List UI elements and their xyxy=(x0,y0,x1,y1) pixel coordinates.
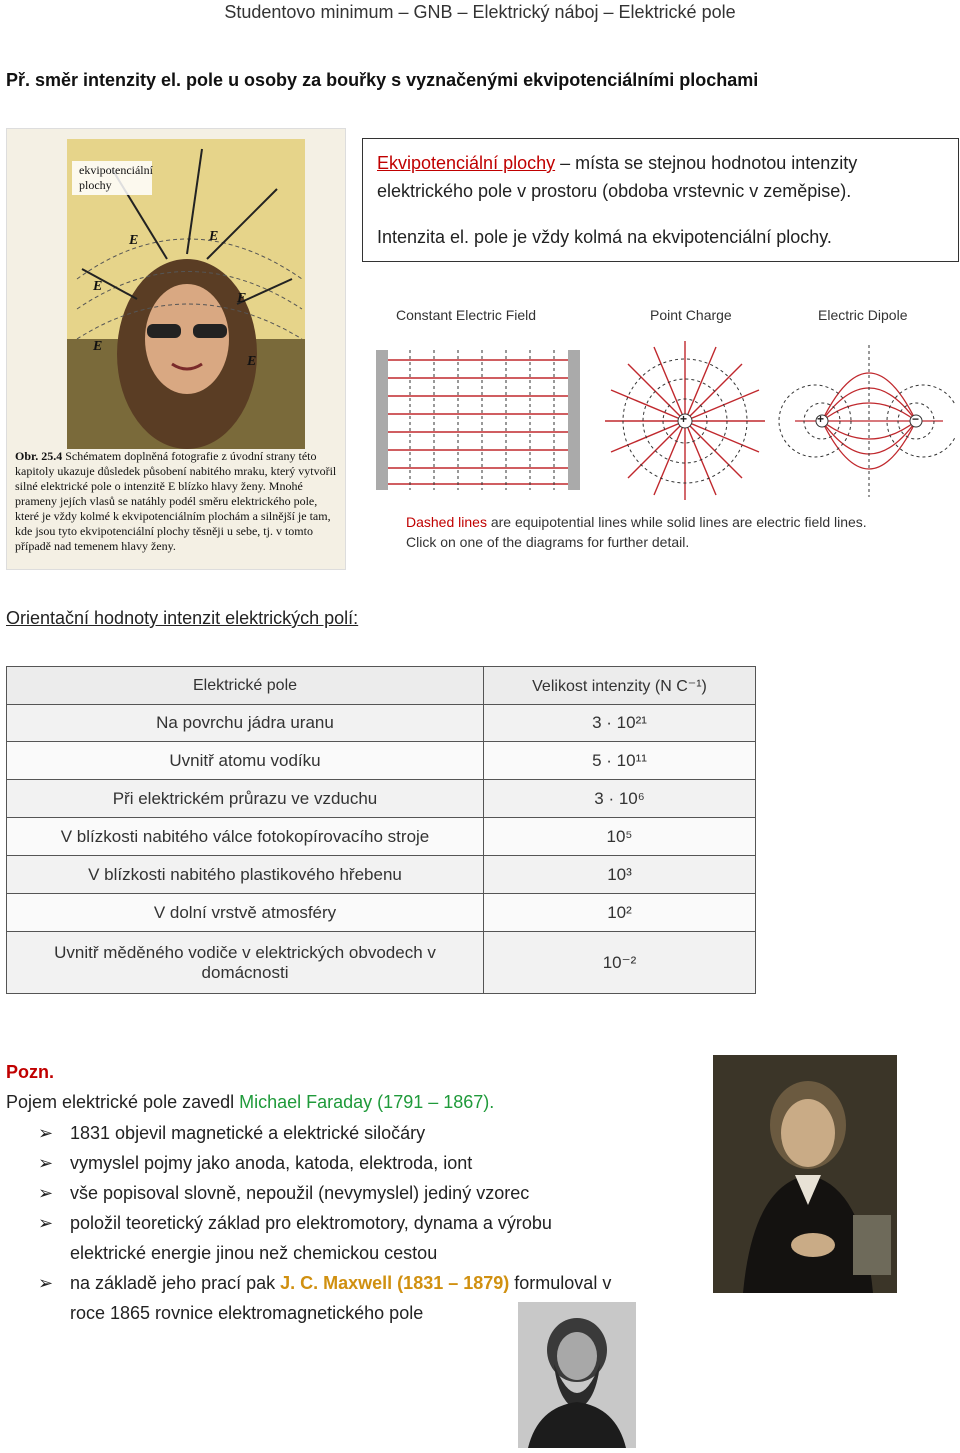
equipotential-label: ekvipotenciální plochy xyxy=(79,163,153,192)
e-label-1: E xyxy=(129,233,139,248)
list-item-text-a: na základě jeho prací pak xyxy=(70,1273,281,1293)
table-cell-field: Uvnitř atomu vodíku xyxy=(7,742,484,780)
point-charge-sign: + xyxy=(680,412,688,426)
definition-term: Ekvipotenciální plochy xyxy=(377,153,556,173)
list-item xyxy=(0,1148,660,1178)
table-row xyxy=(7,742,756,780)
table-header-field: Elektrické pole xyxy=(7,667,484,705)
dipole-plus-sign: + xyxy=(817,412,825,426)
table-row xyxy=(7,818,756,856)
note-line1-text: Pojem elektrické pole zavedl xyxy=(6,1092,240,1112)
electric-dipole-diagram xyxy=(779,345,955,497)
bullet-arrow-icon: ➢ xyxy=(38,1273,54,1293)
list-item-text: vymyslel pojmy jako anoda, katoda, elektroda, iont xyxy=(70,1153,473,1173)
woman-photo-illustration xyxy=(7,139,345,457)
diagram-note-click: Click on one of the diagrams for further detail. xyxy=(406,534,690,550)
diagram-note-rest: are equipotential lines while solid lines are electric field lines. xyxy=(486,514,867,530)
e-label-6: E xyxy=(247,354,257,369)
bullet-arrow-icon: ➢ xyxy=(38,1213,54,1233)
note-label: Pozn. xyxy=(6,1062,54,1082)
storm-photo-figure xyxy=(6,128,346,570)
table-header-row xyxy=(7,667,756,705)
table-cell-field: V blízkosti nabitého plastikového hřebenu xyxy=(7,856,484,894)
table-cell-value: 10² xyxy=(484,894,756,932)
list-item-text-c: formuloval v roce 1865 rovnice elektromagnetického pole xyxy=(70,1273,612,1323)
list-item xyxy=(0,1118,660,1148)
figure-caption xyxy=(15,449,341,554)
e-label-3: E xyxy=(93,279,103,294)
definition-rest: – místa se stejnou hodnotou intenzity elektrického pole v prostoru (obdoba vrstevnic v zeměpise). xyxy=(377,153,858,201)
table-cell-value: 3 · 10⁶ xyxy=(484,780,756,818)
figure-caption-text: Schématem doplněná fotografie z úvodní strany této kapitoly ukazuje důsledek působení nabitého mraku, který vytvořil silné elektrické pole o intenzitě E blízko hlavy ženy. Mnohé prameny jejích vlasů se natáhly podél směru elektrického pole, které je vždy kolmé k ekvipotenciálním plochám a silnější je tam, kde jsou tyto ekvipotenciální plochy těsněji u sebe, tj. v tomto případě nad temenem hlavy ženy. xyxy=(15,449,337,553)
table-row xyxy=(7,705,756,742)
bullet-arrow-icon: ➢ xyxy=(38,1153,54,1173)
field-diagrams xyxy=(370,300,955,562)
list-item xyxy=(0,1178,660,1208)
table-row xyxy=(7,856,756,894)
section-heading-table: Orientační hodnoty intenzit elektrických polí: xyxy=(6,608,359,628)
table-row xyxy=(7,932,756,994)
table-cell-field: Při elektrickém průrazu ve vzduchu xyxy=(7,780,484,818)
table-cell-value: 10³ xyxy=(484,856,756,894)
faraday-portrait xyxy=(713,1055,897,1293)
table-cell-value: 10⁵ xyxy=(484,818,756,856)
table-cell-field: Uvnitř měděného vodiče v elektrických obvodech v domácnosti xyxy=(7,932,484,994)
bullet-arrow-icon: ➢ xyxy=(38,1123,54,1143)
table-row xyxy=(7,780,756,818)
intensity-table-wrap xyxy=(6,666,756,994)
list-item-text: vše popisoval slovně, nepoužil (nevymyslel) jediný vzorec xyxy=(70,1183,530,1203)
page-header: Studentovo minimum – GNB – Elektrický náboj – Elektrické pole xyxy=(224,2,736,22)
list-item-text: 1831 objevil magnetické a elektrické siločáry xyxy=(70,1123,426,1143)
intensity-table xyxy=(6,666,756,994)
dashed-lines-label: Dashed lines xyxy=(406,514,487,530)
maxwell-name: J. C. Maxwell (1831 – 1879) xyxy=(280,1273,510,1293)
table-cell-field: V dolní vrstvě atmosféry xyxy=(7,894,484,932)
table-cell-field: V blízkosti nabitého válce fotokopírovacího stroje xyxy=(7,818,484,856)
figure-caption-number: Obr. 25.4 xyxy=(15,449,63,463)
definition-line2: Intenzita el. pole je vždy kolmá na ekvipotenciální plochy. xyxy=(377,227,832,247)
title-point-charge: Point Charge xyxy=(650,307,732,323)
title-electric-dipole: Electric Dipole xyxy=(818,307,908,323)
table-header-intensity: Velikost intenzity (N C⁻¹) xyxy=(484,667,756,705)
table-cell-value: 5 · 10¹¹ xyxy=(484,742,756,780)
diagram-note xyxy=(406,514,867,530)
list-item xyxy=(0,1208,630,1268)
bullet-arrow-icon: ➢ xyxy=(38,1183,54,1203)
list-item-text: položil teoretický základ pro elektromotory, dynama a výrobu elektrické energie jinou než chemickou cestou xyxy=(70,1213,552,1263)
maxwell-portrait-svg xyxy=(518,1302,636,1448)
field-diagrams-svg xyxy=(370,300,955,500)
constant-field-diagram xyxy=(376,350,580,490)
e-label-4: E xyxy=(237,291,247,306)
dipole-minus-sign: − xyxy=(912,412,920,426)
faraday-list xyxy=(0,1118,660,1328)
faraday-name: Michael Faraday (1791 – 1867). xyxy=(239,1092,495,1112)
title-constant-field: Constant Electric Field xyxy=(396,307,537,323)
section-heading-example: Př. směr intenzity el. pole u osoby za bouřky s vyznačenými ekvipotenciálními plochami xyxy=(6,70,759,90)
faraday-portrait-svg xyxy=(713,1055,897,1293)
note-line1 xyxy=(6,1092,494,1113)
table-cell-field: Na povrchu jádra uranu xyxy=(7,705,484,742)
table-cell-value: 10⁻² xyxy=(484,932,756,994)
maxwell-portrait xyxy=(518,1302,636,1448)
e-label-5: E xyxy=(93,339,103,354)
definition-box xyxy=(362,138,959,262)
e-label-2: E xyxy=(209,229,219,244)
table-cell-value: 3 · 10²¹ xyxy=(484,705,756,742)
table-row xyxy=(7,894,756,932)
